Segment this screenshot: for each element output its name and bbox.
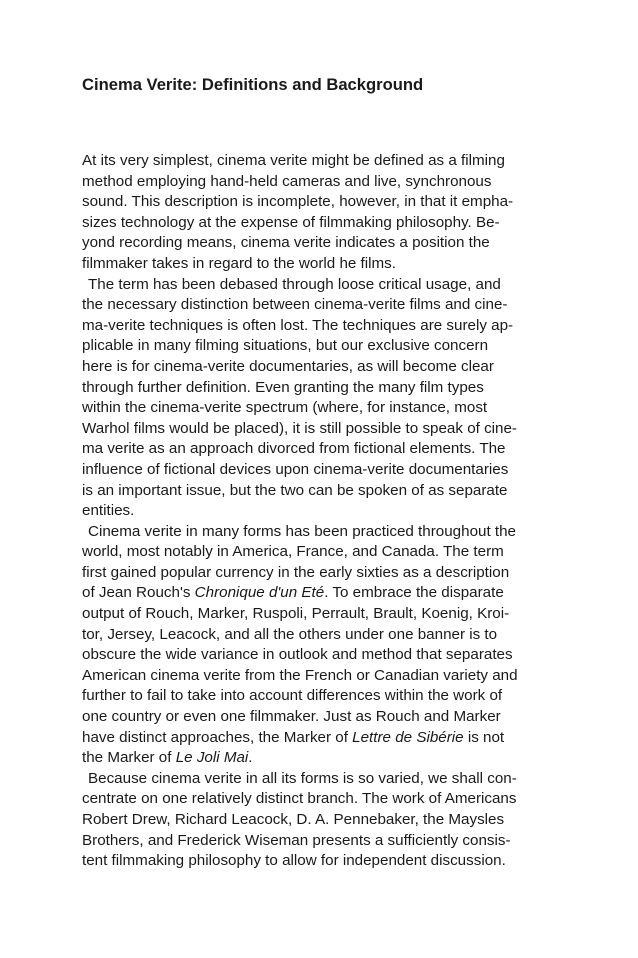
paragraph — [82, 769, 560, 872]
text-line: here is for cinema-verite documentaries, as will become clear — [82, 357, 494, 375]
paragraph — [82, 151, 560, 275]
text-line: obscure the wide variance in outlook and method that separates — [82, 646, 513, 664]
paragraph — [82, 275, 560, 522]
text-line: At its very simplest, cinema verite might be defined as a filming — [82, 152, 505, 169]
text-line: The term has been debased through loose critical usage, and — [88, 275, 501, 293]
film-title: Lettre de Sibérie — [352, 728, 464, 746]
text-line: through further definition. Even granting the many film types — [82, 378, 484, 396]
paragraph — [82, 522, 560, 769]
text-line: is an important issue, but the two can be spoken of as separate — [82, 481, 508, 499]
text-line: influence of fictional devices upon cinema-verite documentaries — [82, 460, 509, 478]
text-line: have distinct approaches, the Marker of Lettre de Sibérie is not — [82, 728, 505, 746]
text-line: Warhol films would be placed), it is still possible to speak of cine- — [82, 419, 517, 437]
text-line: the necessary distinction between cinema-verite films and cine- — [82, 296, 508, 314]
text-line: Brothers, and Frederick Wiseman presents a sufficiently consis- — [82, 831, 511, 849]
text-line: the Marker of Le Joli Mai. — [82, 749, 253, 767]
text-line: filmmaker takes in regard to the world he films. — [82, 254, 396, 272]
text-line: ma-verite techniques is often lost. The techniques are surely ap- — [82, 316, 514, 334]
text-line: plicable in many filming situations, but our exclusive concern — [82, 337, 489, 355]
text-line: one country or even one filmmaker. Just as Rouch and Marker — [82, 708, 501, 726]
body-text — [82, 151, 560, 872]
film-title: Chronique d'un Eté — [194, 584, 325, 602]
text-line: first gained popular currency in the early sixties as a description — [82, 563, 510, 581]
text-line: Cinema verite in many forms has been practiced throughout the — [88, 522, 517, 540]
text-line: of Jean Rouch's Chronique d'un Eté. To embrace the disparate — [82, 584, 504, 602]
text-line: entities. — [82, 502, 135, 520]
text-line: sound. This description is incomplete, however, in that it empha- — [82, 193, 514, 211]
text-line: further to fail to take into account differences within the work of — [82, 687, 503, 705]
text-line: yond recording means, cinema verite indicates a position the — [82, 234, 490, 252]
text-line: method employing hand-held cameras and live, synchronous — [82, 172, 492, 190]
page-title: Cinema Verite: Definitions and Background — [82, 75, 424, 94]
text-line: world, most notably in America, France, and Canada. The term — [82, 543, 504, 561]
text-line: American cinema verite from the French or Canadian variety and — [82, 666, 518, 684]
text-line: tor, Jersey, Leacock, and all the others under one banner is to — [82, 625, 498, 643]
text-line: tent filmmaking philosophy to allow for independent discussion. — [82, 852, 506, 870]
text-line: centrate on one relatively distinct branch. The work of Americans — [82, 790, 517, 808]
text-line: ma verite as an approach divorced from fictional elements. The — [82, 440, 506, 458]
film-title: Le Joli Mai — [175, 749, 249, 767]
text-line: output of Rouch, Marker, Ruspoli, Perrault, Brault, Koenig, Kroi- — [82, 605, 510, 623]
text-line: sizes technology at the expense of filmmaking philosophy. Be- — [82, 213, 500, 231]
text-line: Robert Drew, Richard Leacock, D. A. Pennebaker, the Maysles — [82, 811, 505, 828]
text-line: within the cinema-verite spectrum (where, for instance, most — [82, 399, 488, 417]
text-line: Because cinema verite in all its forms is so varied, we shall con- — [88, 769, 517, 787]
